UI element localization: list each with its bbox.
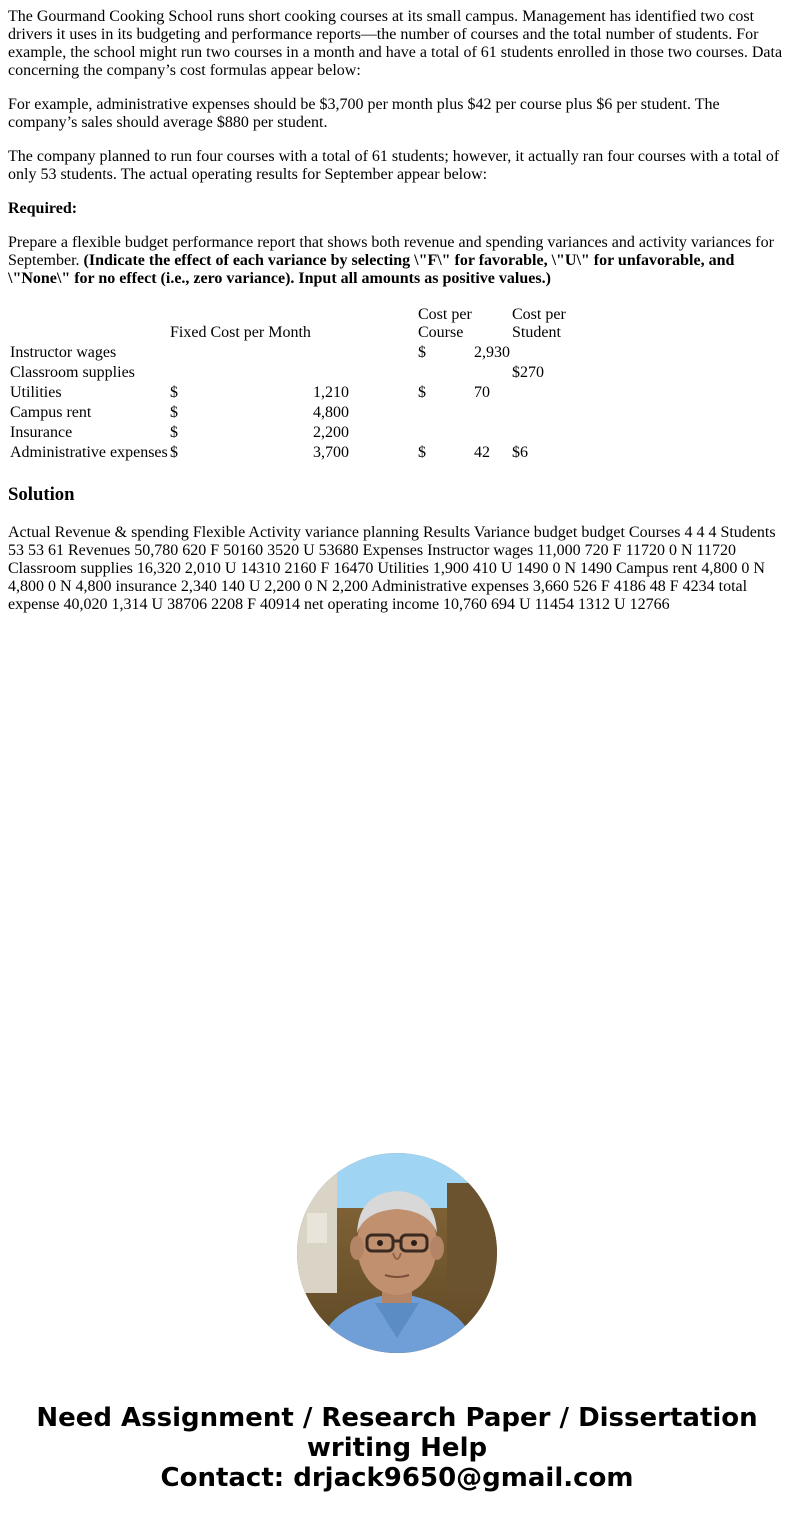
footer-contact-email[interactable]: Contact: drjack9650@gmail.com [160,1463,634,1493]
header-cost-per-student: Cost per Student [512,306,566,341]
row-label: Administrative expenses [10,444,168,461]
row-label: Campus rent [10,404,92,421]
fixed-cost-symbol [170,364,311,382]
course-cost-symbol [418,404,472,422]
fixed-cost-symbol: $ [170,444,178,461]
student-cost-value [512,344,602,362]
table-row [10,344,602,362]
course-cost-value: 70 [474,384,490,401]
fixed-cost-value: 4,800 [313,404,349,421]
fixed-cost-symbol: $ [170,424,178,441]
course-cost-value: 2,930 [474,344,510,361]
row-label: Classroom supplies [10,364,135,381]
header-fixed-cost: Fixed Cost per Month [170,324,311,341]
header-cost-per-course: Cost per Course [418,306,472,341]
table-row [10,384,602,402]
table-row [10,364,602,382]
cost-formula-table [8,304,604,464]
fixed-cost-symbol [170,344,311,362]
table-row [10,424,602,442]
fixed-cost-value: 3,700 [313,444,349,461]
course-cost-value [474,404,510,422]
student-cost-value [512,404,602,422]
problem-intro: The Gourmand Cooking School runs short cooking courses at its small campus. Management has identified two cost drivers it uses in its budgeting and performance reports—the number of courses and the total number of students. For example, the school might run two courses in a month and have a total of 61 students enrolled in those two courses. Data concerning the company’s cost formulas appear below: [8,8,783,79]
author-portrait-image [297,1153,497,1353]
course-cost-symbol: $ [418,444,426,461]
problem-plan: The company planned to run four courses with a total of 61 students; however, it actually ran four courses with a total of only 53 students. The actual operating results for September appear below: [8,148,780,183]
fixed-cost-value: 1,210 [313,384,349,401]
fixed-cost-value [313,344,416,362]
course-cost-value [474,424,510,442]
course-cost-symbol: $ [418,344,426,361]
footer-line-2: writing Help [306,1433,488,1463]
student-cost-value: $6 [512,444,528,461]
problem-example: For example, administrative expenses should be $3,700 per month plus $42 per course plus $6 per student. The company’s sales should average $880 per student. [8,96,720,131]
row-label: Insurance [10,424,73,441]
course-cost-symbol [418,424,472,442]
solution-heading: Solution [8,484,75,505]
footer-line-1: Need Assignment / Research Paper / Dissertation [36,1403,758,1433]
student-cost-value [512,384,602,402]
instructions-text: Prepare a flexible budget performance report that shows both revenue and spending variances and activity variances for September. [8,234,774,269]
student-cost-value [512,424,602,442]
course-cost-symbol: $ [418,384,426,401]
fixed-cost-value [313,364,416,382]
header-blank [10,306,168,342]
course-cost-symbol [418,364,472,382]
instructions-note: (Indicate the effect of each variance by selecting \"F\" for favorable, \"U\" for unfavorable, and \"None\" for no effect (i.e., zero variance). Input all amounts as positive values.) [8,252,735,287]
course-cost-value [474,364,510,382]
problem-instructions [8,234,786,288]
table-body [10,344,602,462]
author-photo [297,1153,497,1353]
document-body [0,0,794,614]
solution-text: Actual Revenue & spending Flexible Activity variance planning Results Variance budget budget Courses 4 4 4 Students 53 53 61 Revenues 50,780 620 F 50160 3520 U 53680 Expenses Instructor wages 11,000 720 F 11720 0 N 11720 Classroom supplies 16,320 2,010 U 14310 2160 F 16470 Utilities 1,900 410 U 1490 0 N 1490 Campus rent 4,800 0 N 4,800 0 N 4,800 insurance 2,340 140 U 2,200 0 N 2,200 Administrative expenses 3,660 526 F 4186 48 F 4234 total expense 40,020 1,314 U 38706 2208 F 40914 net operating income 10,760 694 U 11454 1312 U 12766 [8,524,776,613]
table-row [10,444,602,462]
fixed-cost-symbol: $ [170,384,178,401]
fixed-cost-symbol: $ [170,404,178,421]
row-label: Utilities [10,384,62,401]
table-row [10,404,602,422]
student-cost-value: $270 [512,364,544,381]
fixed-cost-value: 2,200 [313,424,349,441]
course-cost-value: 42 [474,444,490,461]
table-header-row [10,306,602,342]
required-heading: Required: [8,200,78,217]
footer-contact-banner [0,1403,794,1493]
row-label: Instructor wages [10,344,117,361]
